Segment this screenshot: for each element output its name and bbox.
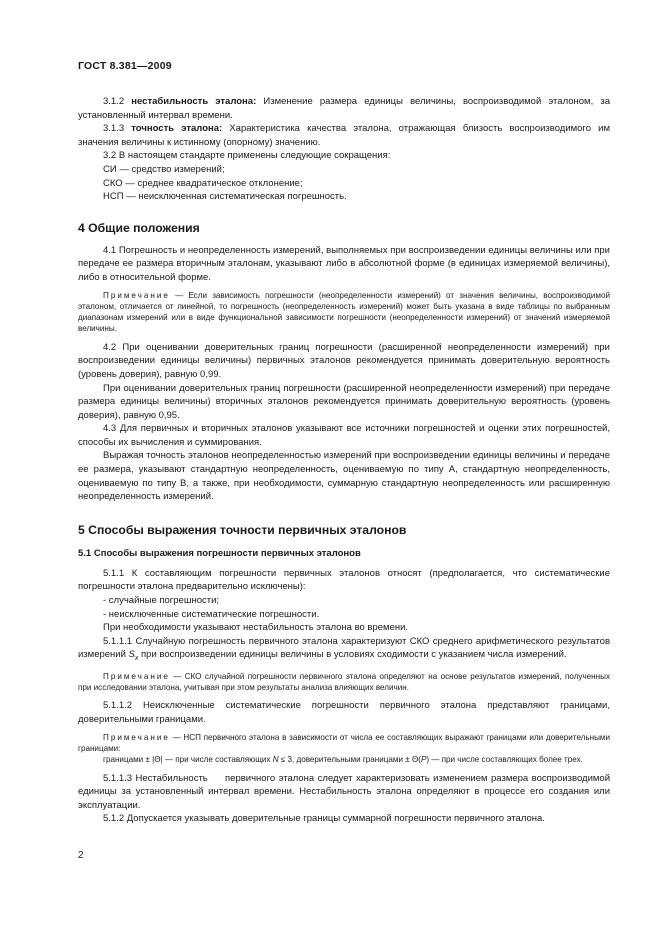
- abbreviation-item: СИ — средство измерений;: [103, 163, 225, 175]
- clause-5-1-1: 5.1.1 К составляющим погрешности первичных эталонов относят (предполагается, что систематические погрешности эталона предварительно исключены):: [78, 567, 610, 593]
- clause-3-2: 3.2 В настоящем стандарте применены следующие сокращения:: [103, 150, 391, 162]
- clause-4-1: 4.1 Погрешность и неопределенность измерений, выполняемых при воспроизведении единицы величины или при передаче ее размера вторичным эталонам, указывают либо в абсолютной форме (в единицах измеряемой величины), либо в относительной форме.: [78, 244, 610, 283]
- document-header: ГОСТ 8.381—2009: [78, 60, 172, 72]
- clause-5-1-1-3: 5.1.1.3 Нестабильность первичного эталона следует характеризовать изменением размера воспроизводимой единицы за установленный интервал времени. Нестабильность эталона определяют в процессе его создания или эксплуатации.: [78, 772, 613, 811]
- clause-4-2: 4.2 При оценивании доверительных границ погрешности (расширенной неопределенности измерений) при воспроизведении единицы величины) первичных эталонов рекомендуется принимать доверительную вероятность (уровень доверия), равную 0,99.: [78, 341, 610, 380]
- note-5-1-1-1: Примечание — СКО случайной погрешности первичного эталона определяют на основе результатов измерений, полученных при исследовании эталона, учитывая при этом результаты анализа влияющих величин.: [78, 671, 610, 693]
- clause-5-1-1-1: 5.1.1.1 Случайную погрешность первичного эталона характеризуют СКО среднего арифметического результатов измерений $S_x$ при воспроизведении единицы величины в условиях сходимости с указанием числа измерений.: [78, 635, 610, 663]
- note-5-1-1-2-cont: границами ± |Θ| — при числе составляющих N ≤ 3, доверительными границами ± Θ(P) — при числе составляющих более трех.: [103, 755, 583, 765]
- clause-4-2-cont: При оценивании доверительных границ погрешности (расширенной неопределенности измерений) при передаче размера единицы величины) вторичных эталонов рекомендуется принимать доверительную вероятность (уровень доверия), равную 0,95.: [78, 382, 610, 421]
- symbol-s: S: [128, 649, 135, 661]
- document-body: [78, 95, 613, 826]
- section-5-heading: 5 Способы выражения точности первичных эталонов: [78, 522, 407, 537]
- definition-3-1-3: 3.1.3 точность эталона: Характеристика качества эталона, отражающая близость воспроизводимого им значения величины к истинному (опорному) значению.: [78, 123, 610, 148]
- clause-4-3: 4.3 Для первичных и вторичных эталонов указывают все источники погрешностей и оценки этих погрешностей, способы их вычисления и суммирования.: [78, 423, 610, 448]
- page-number: 2: [78, 850, 84, 861]
- clause-4-3-cont: Выражая точность эталонов неопределенностью измерений при воспроизведении единицы величины и передаче ее размера, указывают стандартную неопределенность, оцениваемую по типу А, стандартную неопределенность, оцениваемую по типу В, а также, при необходимости, суммарную стандартную неопределенность или расширенную неопределенность измерений.: [78, 450, 610, 503]
- clause-5-1-2: 5.1.2 Допускается указывать доверительные границы суммарной погрешности первичного эталона.: [103, 813, 545, 825]
- subsection-5-1-heading: 5.1 Способы выражения погрешности первичных эталонов: [78, 547, 361, 559]
- list-item: - неисключенные систематические погрешности.: [103, 608, 320, 620]
- note-5-1-1-2: Примечание — НСП первичного эталона в зависимости от числа ее составляющих выражают границами или доверительными границами:: [78, 732, 610, 753]
- note-4-1: Примечание — Если зависимость погрешности (неопределенности измерений) от значения величины, воспроизводимой эталоном, отличается от линейной, то погрешность (неопределенность измерений) может быть указана в виде таблицы по выбранным диапазонам измерений или в виде функциональной зависимости погрешности (неопределенности измерений) от значений измеряемой величины.: [78, 290, 610, 334]
- clause-5-1-1-cont: При необходимости указывают нестабильность эталона во времени.: [103, 622, 409, 634]
- list-item: - случайные погрешности;: [103, 595, 220, 607]
- abbreviation-item: СКО — среднее квадратическое отклонение;: [103, 177, 303, 189]
- definition-3-1-2: 3.1.2 нестабильность эталона: Изменение размера единицы величины, воспроизводимой эталоном, за установленный интервал времени.: [78, 96, 610, 121]
- symbol-x-subscript: x: [134, 655, 139, 663]
- abbreviation-item: НСП — неисключенная систематическая погрешность.: [103, 191, 347, 203]
- section-4-heading: 4 Общие положения: [78, 220, 200, 235]
- clause-5-1-1-2: 5.1.1.2 Неисключенные систематические погрешности первичного эталона представляют границами, доверительными границами.: [78, 700, 610, 726]
